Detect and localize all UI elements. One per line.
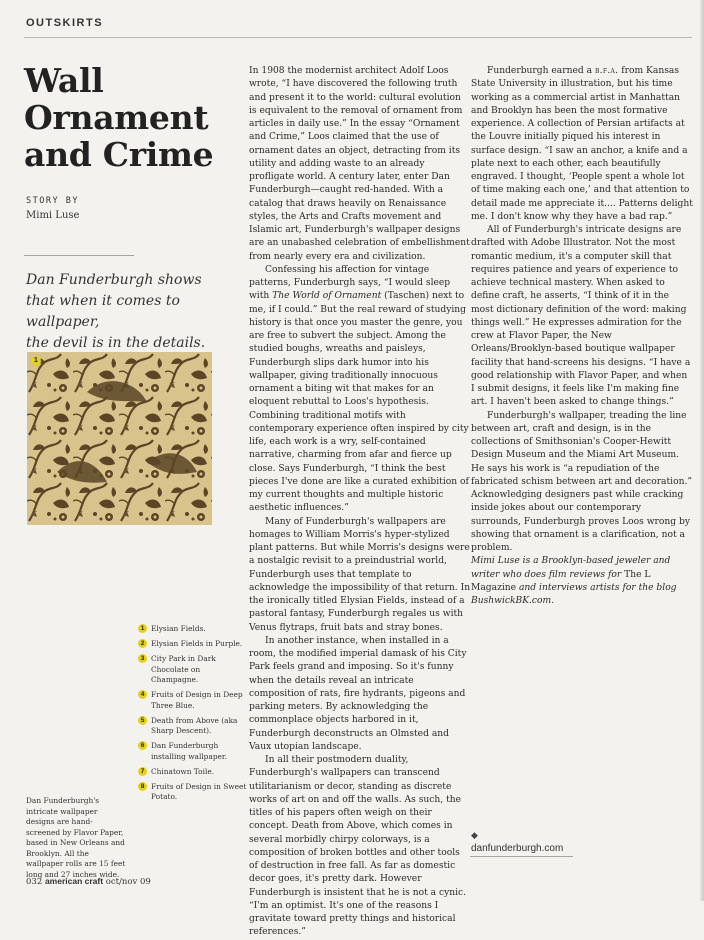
legend-text: Dan Funderburgh installing wallpaper. [151, 741, 227, 761]
legend-badge: 5 [138, 716, 147, 725]
top-rule [24, 37, 692, 38]
legend-badge: 6 [138, 741, 147, 750]
legend-item [138, 716, 248, 737]
image-legend [138, 624, 248, 807]
legend-badge: 2 [138, 639, 147, 648]
section-label: OUTSKIRTS [26, 17, 104, 29]
legend-item [138, 741, 248, 762]
bio-text: Mimi Luse is a Brooklyn-based jeweler and writer who does film reviews for [471, 556, 671, 580]
paragraph-text: Funderburgh earned a [487, 66, 595, 76]
legend-text: City Park in Dark Chocolate on Champagne. [151, 654, 216, 684]
degree: b.f.a. [594, 66, 619, 76]
diamond-icon: ◆ [471, 831, 478, 841]
standfirst-line: Dan Funderburgh shows [26, 272, 202, 288]
divider [24, 255, 134, 256]
magazine-name: The L Magazine [471, 569, 651, 593]
page-edge [700, 0, 704, 901]
website-link[interactable]: danfunderburgh.com [471, 843, 564, 854]
legend-item [138, 690, 248, 711]
byline-name: Mimi Luse [26, 210, 80, 221]
legend-badge: 8 [138, 782, 147, 791]
bio-text: and interviews artists for the blog BushwickBK.com. [471, 582, 677, 606]
legend-item [138, 767, 248, 778]
legend-item [138, 654, 248, 686]
legend-item [138, 639, 248, 650]
paragraph [471, 65, 693, 224]
article-column-1 [249, 65, 471, 940]
paragraph [249, 264, 471, 516]
standfirst [26, 270, 236, 354]
legend-text: Elysian Fields. [151, 624, 206, 633]
paragraph: In 1908 the modernist architect Adolf Loos wrote, “I have discovered the following truth and present it to the world: cultural evolution is equivalent to the removal of ornament from articles in daily use.” In the essay “Ornament and Crime,” Loos claimed that the use of ornament dates an object, detracting from its utility and adding waste to an already profligate world. A century later, enter Dan Funderburgh—caught red-handed. With a catalog that draws heavily on Renaissance styles, the Arts and Crafts movement and Islamic art, Funderburgh's wallpaper designs are an unabashed celebration of embellishment from nearly every era and civilization. [249, 66, 470, 262]
wallpaper-pattern [27, 352, 212, 525]
image-number-badge: 1 [31, 356, 41, 366]
headline-line: Ornament [24, 98, 209, 137]
magazine-name: american craft [44, 876, 104, 886]
standfirst-line: the devil is in the details. [26, 335, 206, 351]
link-underline [470, 856, 573, 857]
paragraph-text: (Taschen) next to me, if I could.” But the real reward of studying history is that once you master the genre, you are free to subvert the subject. Among the studied boughs, wreaths and paisleys, Funderburgh slips dark humor into his wallpaper, giving traditionally innocuous ornament a biting wit that makes for an eloquent rebuttal to Loos's hypothesis. Combining traditional motifs with contemporary experience often inspired by city life, each work is a wry, self-contained narrative, charming from afar and fierce up close. Says Funderburgh, “I think the best pieces I've done are like a curated exhibition of my current thoughts and multiple historic aesthetic influences.” [249, 291, 469, 514]
paragraph: In all their postmodern duality, Funderburgh's wallpapers can transcend utilitarianism or decor, standing as discrete works of art on and off the walls. As such, the titles of his papers often weigh on their concept. Death from Above, which comes in several morbidly chirpy colorways, is a composition of broken bottles and other tools of destruction in free fall. As far as domestic decor goes, it's pretty dark. However Funderburgh is insistent that he is not a cynic. “I'm an optimist. It's one of the reasons I gravitate toward pretty things and historical references.” [249, 755, 467, 938]
paragraph: All of Funderburgh's intricate designs are drafted with Adobe Illustrator. Not the most romantic medium, it's a computer skill that requires patience and years of experience to achieve technical mastery. When asked to define craft, he asserts, “I think of it in the most dictionary definition of the word: making things well.” He expresses admiration for the crew at Flavor Paper, the New Orleans/Brooklyn-based boutique wallpaper facility that hand-screens his designs. “I have a good relationship with Flavor Paper, and when I submit designs, it feels like I'm making fine art. I haven't been asked to change things.” [471, 225, 691, 408]
legend-badge: 1 [138, 624, 147, 633]
legend-text: Fruits of Design in Deep Three Blue. [151, 690, 243, 710]
legend-badge: 4 [138, 690, 147, 699]
legend-text: Death from Above (aka Sharp Descent). [151, 715, 238, 735]
byline-label: STORY BY [26, 196, 79, 206]
page-number: 032 [26, 877, 43, 887]
legend-item [138, 782, 248, 803]
legend-text: Elysian Fields in Purple. [151, 639, 243, 648]
legend-text: Fruits of Design in Sweet Potato. [151, 781, 247, 801]
folio [26, 876, 151, 887]
paragraph: Many of Funderburgh's wallpapers are homages to William Morris's hyper-stylized plant patterns. But while Morris's designs were a nostalgic revisit to a preindustrial world, Funderburgh uses that template to acknowledge the impossibility of that return. In the ironically titled Elysian Fields, instead of a pastoral fantasy, Funderburgh regales us with Venus flytraps, fruit bats and stray bones. [249, 516, 471, 633]
author-bio [471, 555, 693, 608]
legend-badge: 3 [138, 654, 147, 663]
paragraph-text: from Kansas State University in illustration, but his time working as a commercial artist in Manhattan and Brooklyn has been the most formative experience. A collection of Persian artifacts at the Louvre initially piqued his interest in surface design. “I saw an anchor, a knife and a plate next to each other, each beautifully engraved. I thought, ‘People spent a whole lot of time making each one,’ and that attention to detail made me appreciate it.... Patterns delight me. I don't know why they have a bad rap.” [471, 66, 693, 222]
issue-date: oct/nov 09 [105, 877, 151, 887]
paragraph: Funderburgh's wallpaper, treading the line between art, craft and design, is in the collections of Smithsonian's Cooper-Hewitt Design Museum and the Miami Art Museum. He says his work is “a repudiation of the fabricated schism between art and decoration.” Acknowledging designers past while cracking inside jokes about our contemporary surrounds, Funderburgh proves Loos wrong by showing that ornament is a clarification, not a problem. [471, 410, 693, 553]
headline [24, 62, 234, 173]
headline-line: and Crime [24, 135, 214, 174]
legend-badge: 7 [138, 767, 147, 776]
photo-caption: Dan Funderburgh's intricate wallpaper designs are hand-screened by Flavor Paper, based in New Orleans and Brooklyn. All the wallpaper rolls are 15 feet long and 27 inches wide. [26, 796, 126, 879]
legend-text: Chinatown Toile. [151, 766, 215, 776]
standfirst-line: that when it comes to wallpaper, [26, 293, 180, 330]
headline-line: Wall [24, 61, 104, 100]
paragraph: In another instance, when installed in a room, the modified imperial damask of his City Park feels grand and imposing. So it's funny when the details reveal an intricate composition of rats, fire hydrants, pigeons and parking meters. By acknowledging the commonplace objects harbored in it, Funderburgh deconstructs an Olmsted and Vaux utopian landscape. [249, 635, 467, 752]
legend-item [138, 624, 248, 635]
paragraph-text: Confessing his affection for vintage patterns, Funderburgh says, “I would sleep with [249, 264, 451, 302]
article-column-2 [471, 65, 693, 608]
wallpaper-image [27, 352, 212, 525]
book-title: The World of Ornament [272, 291, 382, 302]
